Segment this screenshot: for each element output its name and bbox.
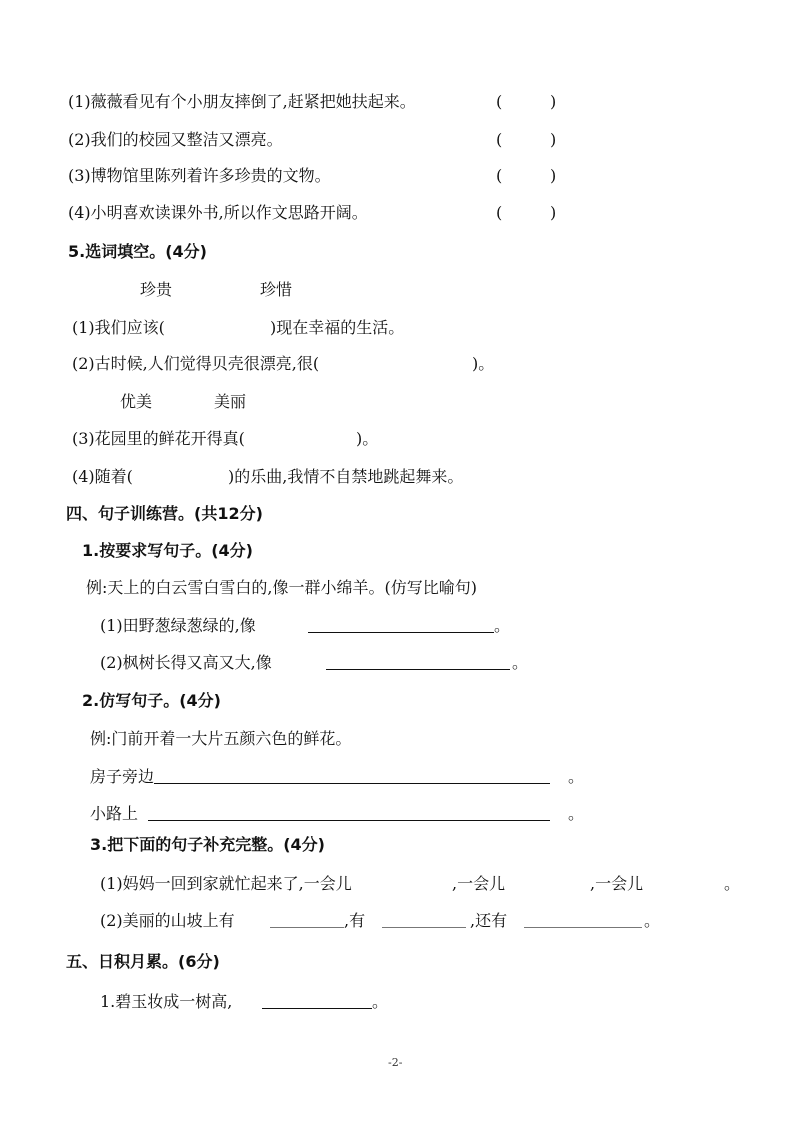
sentence-end: 。: [568, 804, 585, 823]
s5-sentence-1b: )现在幸福的生活。: [270, 318, 405, 337]
sentence-end: 。: [644, 911, 661, 930]
word-option: 优美: [120, 392, 153, 411]
answer-paren-open: (: [496, 130, 503, 149]
q4-item-3: (3)博物馆里陈列着许多珍贵的文物。: [68, 166, 331, 185]
q2-sentence-2: 小路上: [90, 804, 139, 823]
sentence-end: 。: [724, 874, 741, 893]
sentence-end: 。: [494, 616, 511, 635]
s5-sentence-4a: (4)随着(: [72, 467, 133, 486]
page-number: -2-: [388, 1056, 403, 1069]
q4-item-1: (1)薇薇看见有个小朋友摔倒了,赶紧把她扶起来。: [68, 92, 416, 111]
q3-sentence-1a: (1)妈妈一回到家就忙起来了,一会儿: [100, 874, 352, 893]
q1-example: 例:天上的白云雪白雪白的,像一群小绵羊。(仿写比喻句): [86, 578, 477, 597]
answer-line[interactable]: [148, 820, 550, 821]
answer-paren-close: ): [550, 166, 557, 185]
part-4-q1-heading: 1.按要求写句子。(4分): [82, 541, 253, 560]
q3-sentence-1c: ,一会儿: [590, 874, 644, 893]
q1-sentence-1: (1)田野葱绿葱绿的,像: [100, 616, 256, 635]
q3-sentence-2b: ,有: [344, 911, 366, 930]
q3-sentence-2c: ,还有: [470, 911, 508, 930]
answer-line[interactable]: [524, 927, 642, 928]
q3-sentence-1b: ,一会儿: [452, 874, 506, 893]
answer-paren-close: ): [550, 203, 557, 222]
sentence-end: 。: [512, 653, 529, 672]
word-option: 珍惜: [260, 280, 293, 299]
answer-line[interactable]: [154, 783, 550, 784]
answer-line[interactable]: [308, 632, 494, 633]
s5-sentence-2b: )。: [472, 354, 495, 373]
answer-paren-open: (: [496, 203, 503, 222]
s5-sentence-1a: (1)我们应该(: [72, 318, 165, 337]
part-5-heading: 五、日积月累。(6分): [66, 952, 220, 971]
q3-sentence-2a: (2)美丽的山坡上有: [100, 911, 235, 930]
word-option: 美丽: [214, 392, 247, 411]
q2-sentence-1: 房子旁边: [90, 767, 155, 786]
answer-paren-open: (: [496, 166, 503, 185]
answer-line[interactable]: [382, 927, 466, 928]
section-5-heading: 5.选词填空。(4分): [68, 242, 207, 261]
word-option: 珍贵: [140, 280, 173, 299]
s5-sentence-3b: )。: [356, 429, 379, 448]
q1-sentence-2: (2)枫树长得又高又大,像: [100, 653, 272, 672]
q4-item-4: (4)小明喜欢读课外书,所以作文思路开阔。: [68, 203, 368, 222]
s5-sentence-4b: )的乐曲,我情不自禁地跳起舞来。: [228, 467, 464, 486]
answer-line[interactable]: [270, 927, 344, 928]
part-5-q1: 1.碧玉妆成一树高,: [100, 992, 233, 1011]
answer-paren-open: (: [496, 92, 503, 111]
sentence-end: 。: [372, 992, 389, 1011]
s5-sentence-3a: (3)花园里的鲜花开得真(: [72, 429, 245, 448]
sentence-end: 。: [568, 767, 585, 786]
answer-line[interactable]: [262, 1008, 372, 1009]
answer-paren-close: ): [550, 92, 557, 111]
q2-example: 例:门前开着一大片五颜六色的鲜花。: [90, 729, 352, 748]
answer-paren-close: ): [550, 130, 557, 149]
part-4-heading: 四、句子训练营。(共12分): [66, 504, 263, 523]
q4-item-2: (2)我们的校园又整洁又漂亮。: [68, 130, 283, 149]
part-4-q3-heading: 3.把下面的句子补充完整。(4分): [90, 835, 325, 854]
answer-line[interactable]: [326, 669, 510, 670]
s5-sentence-2a: (2)古时候,人们觉得贝壳很漂亮,很(: [72, 354, 320, 373]
part-4-q2-heading: 2.仿写句子。(4分): [82, 691, 221, 710]
